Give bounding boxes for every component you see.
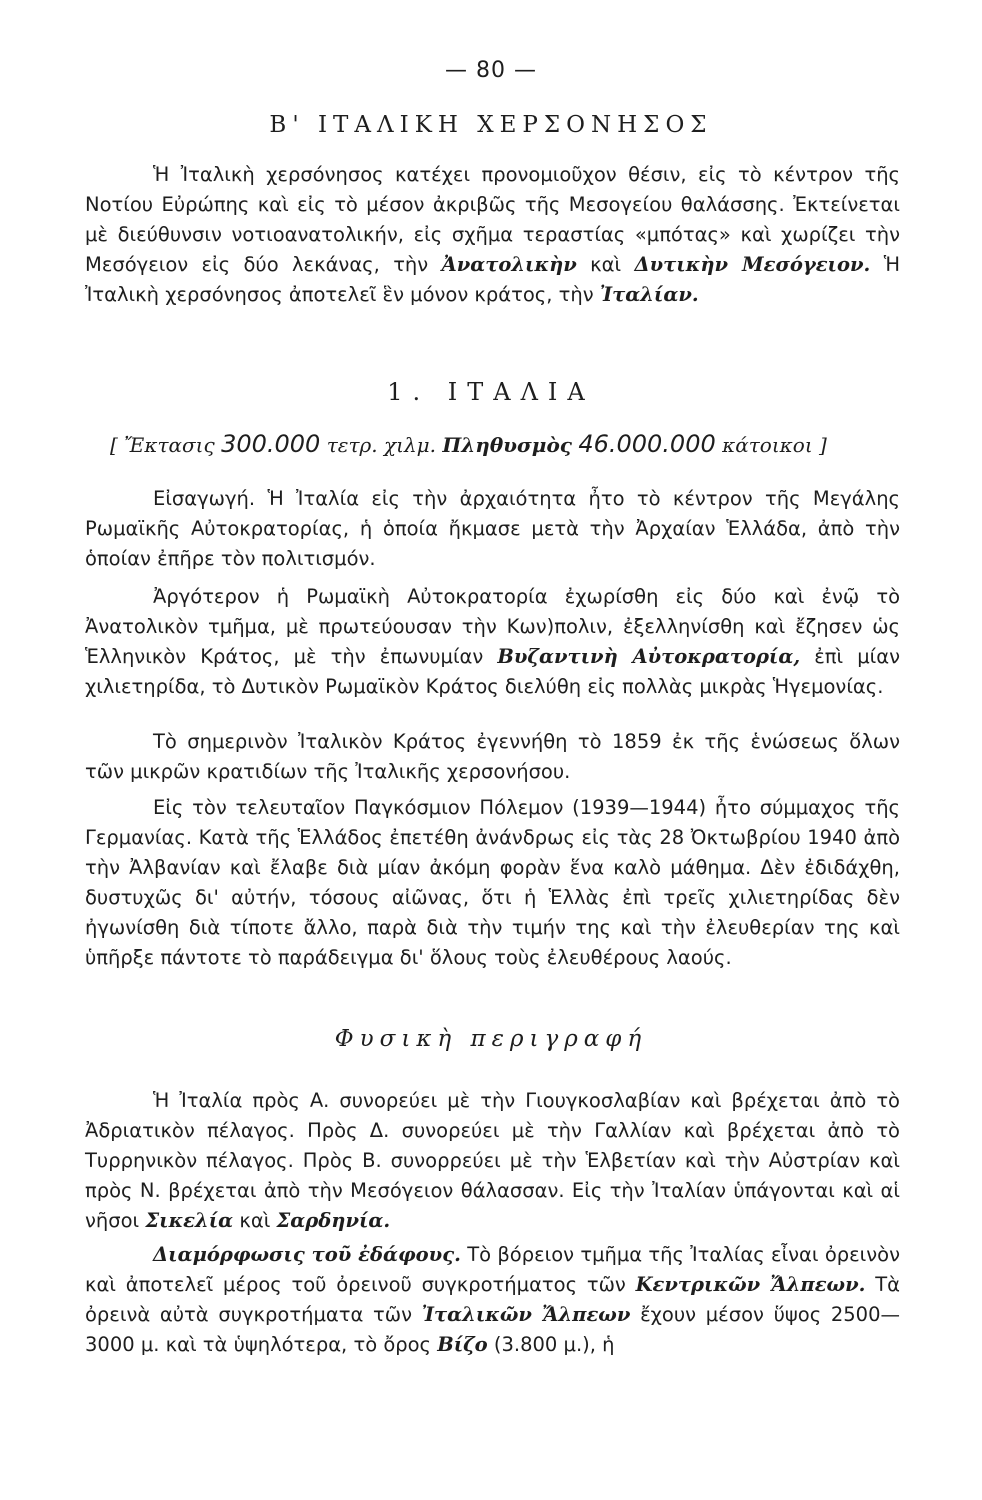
italian-alps: Ἰταλικῶν Ἄλπεων	[421, 1303, 631, 1326]
intro-paragraph	[85, 160, 900, 310]
borders-paragraph	[85, 1086, 900, 1236]
area-open: [ Ἔκτασις	[110, 433, 215, 457]
area-population-line	[110, 430, 900, 458]
section-title: Β' ΙΤΑΛΙΚΗ ΧΕΡΣΟΝΗΣΟΣ	[269, 112, 713, 138]
terrain-text-1: Τὸ βόρειον τμῆμα τῆς Ἰταλίας εἶναι ὀρεινὸν καὶ ἀποτελεῖ μέρος τοῦ ὀρεινοῦ συγκροτήματος τῶν	[85, 1243, 900, 1296]
borders-text-1: Ἡ Ἰταλία πρὸς Α. συνορεύει μὲ τὴν Γιουγκοσλαβίαν καὶ βρέχεται ἀπὸ τὸ Ἀδριατικὸν πέλαγος. Πρὸς Δ. συνορεύει μὲ τὴν Γαλλίαν καὶ βρέχεται ἀπὸ τὸ Τυρρηνικὸν πέλαγος. Πρὸς Β. συνορρεύει μὲ τὴν Ἑλβετίαν καὶ τὴν Αὐστρίαν καὶ πρὸς Ν. βρέχεται ἀπὸ τὴν Μεσόγειον θάλασσαν. Εἰς τὴν Ἰταλίαν ὑπάγονται καὶ αἱ νῆσοι	[85, 1089, 900, 1232]
population-label: Πληθυσμὸς	[442, 433, 572, 457]
terrain-paragraph	[85, 1240, 900, 1360]
country-heading: 1. ΙΤΑΛΙΑ	[387, 378, 595, 406]
terrain-text-2: Τὰ ὀρεινὰ αὐτὰ συγκροτήματα τῶν	[85, 1273, 901, 1326]
introduction-paragraph	[85, 484, 900, 574]
intro-text-3: Ἡ Ἰταλικὴ χερσόνησος ἀποτελεῖ ἓν μόνον κράτος, τὴν	[85, 253, 900, 306]
intro-bold-italy: Ἰταλίαν.	[599, 283, 699, 306]
borders-text-2: καὶ	[239, 1209, 271, 1232]
intro-text-2: καὶ	[590, 253, 622, 276]
physical-description-heading: Φυσικὴ περιγραφή	[334, 1026, 648, 1052]
terrain-text-4: (3.800 μ.), ἡ	[493, 1333, 615, 1356]
sicily: Σικελία	[145, 1209, 234, 1232]
intro-bold-east: Ἀνατολικὴν	[441, 253, 577, 276]
intro-text-1: Ἡ Ἰταλικὴ χερσόνησος κατέχει προνομιοῦχον θέσιν, εἰς τὸ κέντρον τῆς Νοτίου Εὐρώπης καὶ εἰς τὸ μέσον ἀκριβῶς τῆς Μεσογείου θαλάσσης. Ἐκτείνεται μὲ διεύθυνσιν νοτιοανατολικήν, εἰς σχῆμα τεραστίας «μπότας» καὶ χωρίζει τὴν Μεσόγειον εἰς δύο λεκάνας, τὴν	[85, 163, 900, 276]
empire-text-2: ἐπὶ μίαν χιλιετηρίδα, τὸ Δυτικὸν Ρωμαϊκὸν Κράτος διελύθη εἰς πολλὰς μικρὰς Ἡγεμονίας.	[85, 645, 900, 698]
page-number: — 80 —	[445, 58, 537, 83]
population-unit: κάτοικοι ]	[722, 433, 827, 457]
population-value: 46.000.000	[578, 430, 716, 458]
empire-paragraph	[85, 582, 900, 702]
terrain-head: Διαμόρφωσις τοῦ ἐδάφους.	[153, 1243, 461, 1266]
introduction-head: Εἰσαγωγή.	[153, 487, 256, 510]
modern-state-paragraph: Τὸ σημερινὸν Ἰταλικὸν Κράτος ἐγεννήθη τὸ 1859 ἐκ τῆς ἑνώσεως ὅλων τῶν μικρῶν κρατιδίων τῆς Ἰταλικῆς χερσονήσου.	[85, 730, 900, 783]
introduction-text: Ἡ Ἰταλία εἰς τὴν ἀρχαιότητα ἦτο τὸ κέντρον τῆς Μεγάλης Ρωμαϊκῆς Αὐτοκρατορίας, ἡ ὁποία ἤκμασε μετὰ τὴν Ἀρχαίαν Ἑλλάδα, ἀπὸ τὴν ὁποίαν ἐπῆρε τὸν πολιτισμόν.	[85, 487, 900, 570]
sardinia: Σαρδηνία.	[276, 1209, 391, 1232]
area-value: 300.000	[221, 430, 321, 458]
byzantine-empire: Βυζαντινὴ Αὐτοκρατορία,	[497, 645, 801, 668]
mount-viso: Βίζο	[437, 1333, 488, 1356]
area-unit: τετρ. χιλμ.	[326, 433, 437, 457]
central-alps: Κεντρικῶν Ἄλπεων.	[635, 1273, 866, 1296]
war-paragraph: Εἰς τὸν τελευταῖον Παγκόσμιον Πόλεμον (1939—1944) ἦτο σύμμαχος τῆς Γερμανίας. Κατὰ τῆς Ἑλλάδος ἐπετέθη ἀνάνδρως εἰς τὰς 28 Ὀκτωβρίου 1940 ἀπὸ τὴν Ἀλβανίαν καὶ ἔλαβε διὰ μίαν ἀκόμη φορὰν ἕνα καλὸ μάθημα. Δὲν ἐδιδάχθη, δυστυχῶς δι' αὐτήν, τόσους αἰῶνας, ὅτι ἡ Ἑλλὰς ἐπὶ τρεῖς χιλιετηρίδας δὲν ἠγωνίσθη διὰ τίποτε ἄλλο, παρὰ διὰ τὴν τιμήν της καὶ τὴν ἐλευθερίαν της καὶ ὑπῆρξε πάντοτε τὸ παράδειγμα δι' ὅλους τοὺς ἐλευθέρους λαούς.	[85, 796, 900, 969]
terrain-text-3: ἔχουν μέσον ὕψος 2500—3000 μ. καὶ τὰ ὑψηλότερα, τὸ ὄρος	[85, 1303, 900, 1356]
empire-text-1: Ἀργότερον ἡ Ρωμαϊκὴ Αὐτοκρατορία ἐχωρίσθη εἰς δύο καὶ ἐνῷ τὸ Ἀνατολικὸν τμῆμα, μὲ πρωτεύουσαν τὴν Κων)πολιν, ἐξελληνίσθη καὶ ἔζησεν ὡς Ἑλληνικὸν Κράτος, μὲ τὴν ἐπωνυμίαν	[85, 585, 900, 668]
intro-bold-west: Δυτικὴν Μεσόγειον.	[634, 253, 871, 276]
